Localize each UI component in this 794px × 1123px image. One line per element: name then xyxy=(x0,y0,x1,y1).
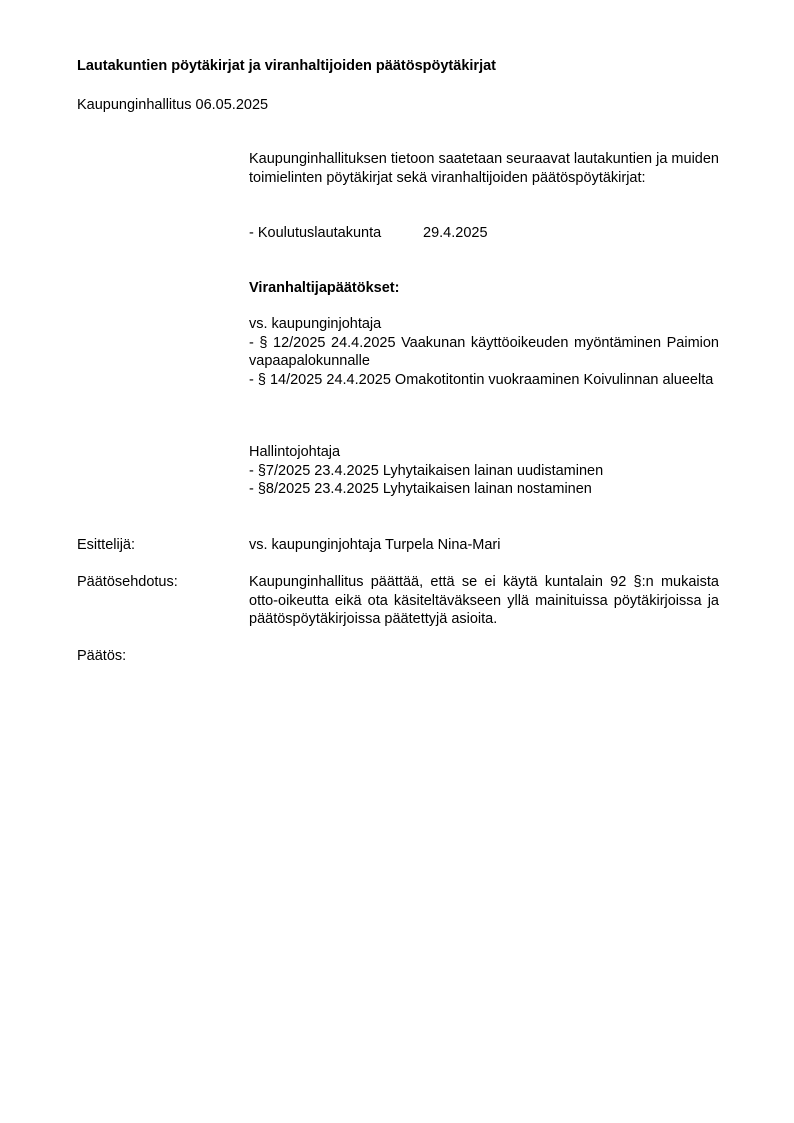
official-decisions-heading: Viranhaltijapäätökset: xyxy=(249,280,400,296)
decision-label: Päätös: xyxy=(77,648,127,664)
board-row xyxy=(249,224,719,243)
board-name: - Koulutuslautakunta xyxy=(249,225,382,241)
proposal-label: Päätösehdotus: xyxy=(77,574,178,590)
official-group-vs-kaupunginjohtaja xyxy=(249,315,719,389)
official-group-hallintojohtaja xyxy=(249,443,719,499)
intro-paragraph: Kaupunginhallituksen tietoon saatetaan seuraavat lautakuntien ja muiden toimielinten pöytäkirjat sekä viranhaltijoiden päätöspöytäkirjat: xyxy=(249,151,719,186)
meeting-info: Kaupunginhallitus 06.05.2025 xyxy=(77,97,269,113)
decision-item: - § 14/2025 24.4.2025 Omakotitontin vuokraaminen Koivulinnan alueelta xyxy=(249,371,714,388)
decision-item: - § 12/2025 24.4.2025 Vaakunan käyttöoikeuden myöntäminen Paimion vapaapalokunnalle xyxy=(249,334,719,369)
presenter-label: Esittelijä: xyxy=(77,537,136,553)
official-title: vs. kaupunginjohtaja xyxy=(249,316,382,332)
board-date: 29.4.2025 xyxy=(423,225,488,241)
document-title: Lautakuntien pöytäkirjat ja viranhaltijoiden päätöspöytäkirjat xyxy=(77,58,496,74)
decision-item: - §8/2025 23.4.2025 Lyhytaikaisen lainan nostaminen xyxy=(249,481,592,497)
presenter-value: vs. kaupunginjohtaja Turpela Nina-Mari xyxy=(249,537,501,553)
official-title: Hallintojohtaja xyxy=(249,444,341,460)
decision-item: - §7/2025 23.4.2025 Lyhytaikaisen lainan uudistaminen xyxy=(249,462,604,479)
proposal-text: Kaupunginhallitus päättää, että se ei käytä kuntalain 92 §:n mukaista otto-oikeutta eikä ota käsiteltäväkseen yllä mainituissa pöytäkirjoissa ja päätöspöytäkirjoissa päätettyjä asioita. xyxy=(249,574,719,627)
